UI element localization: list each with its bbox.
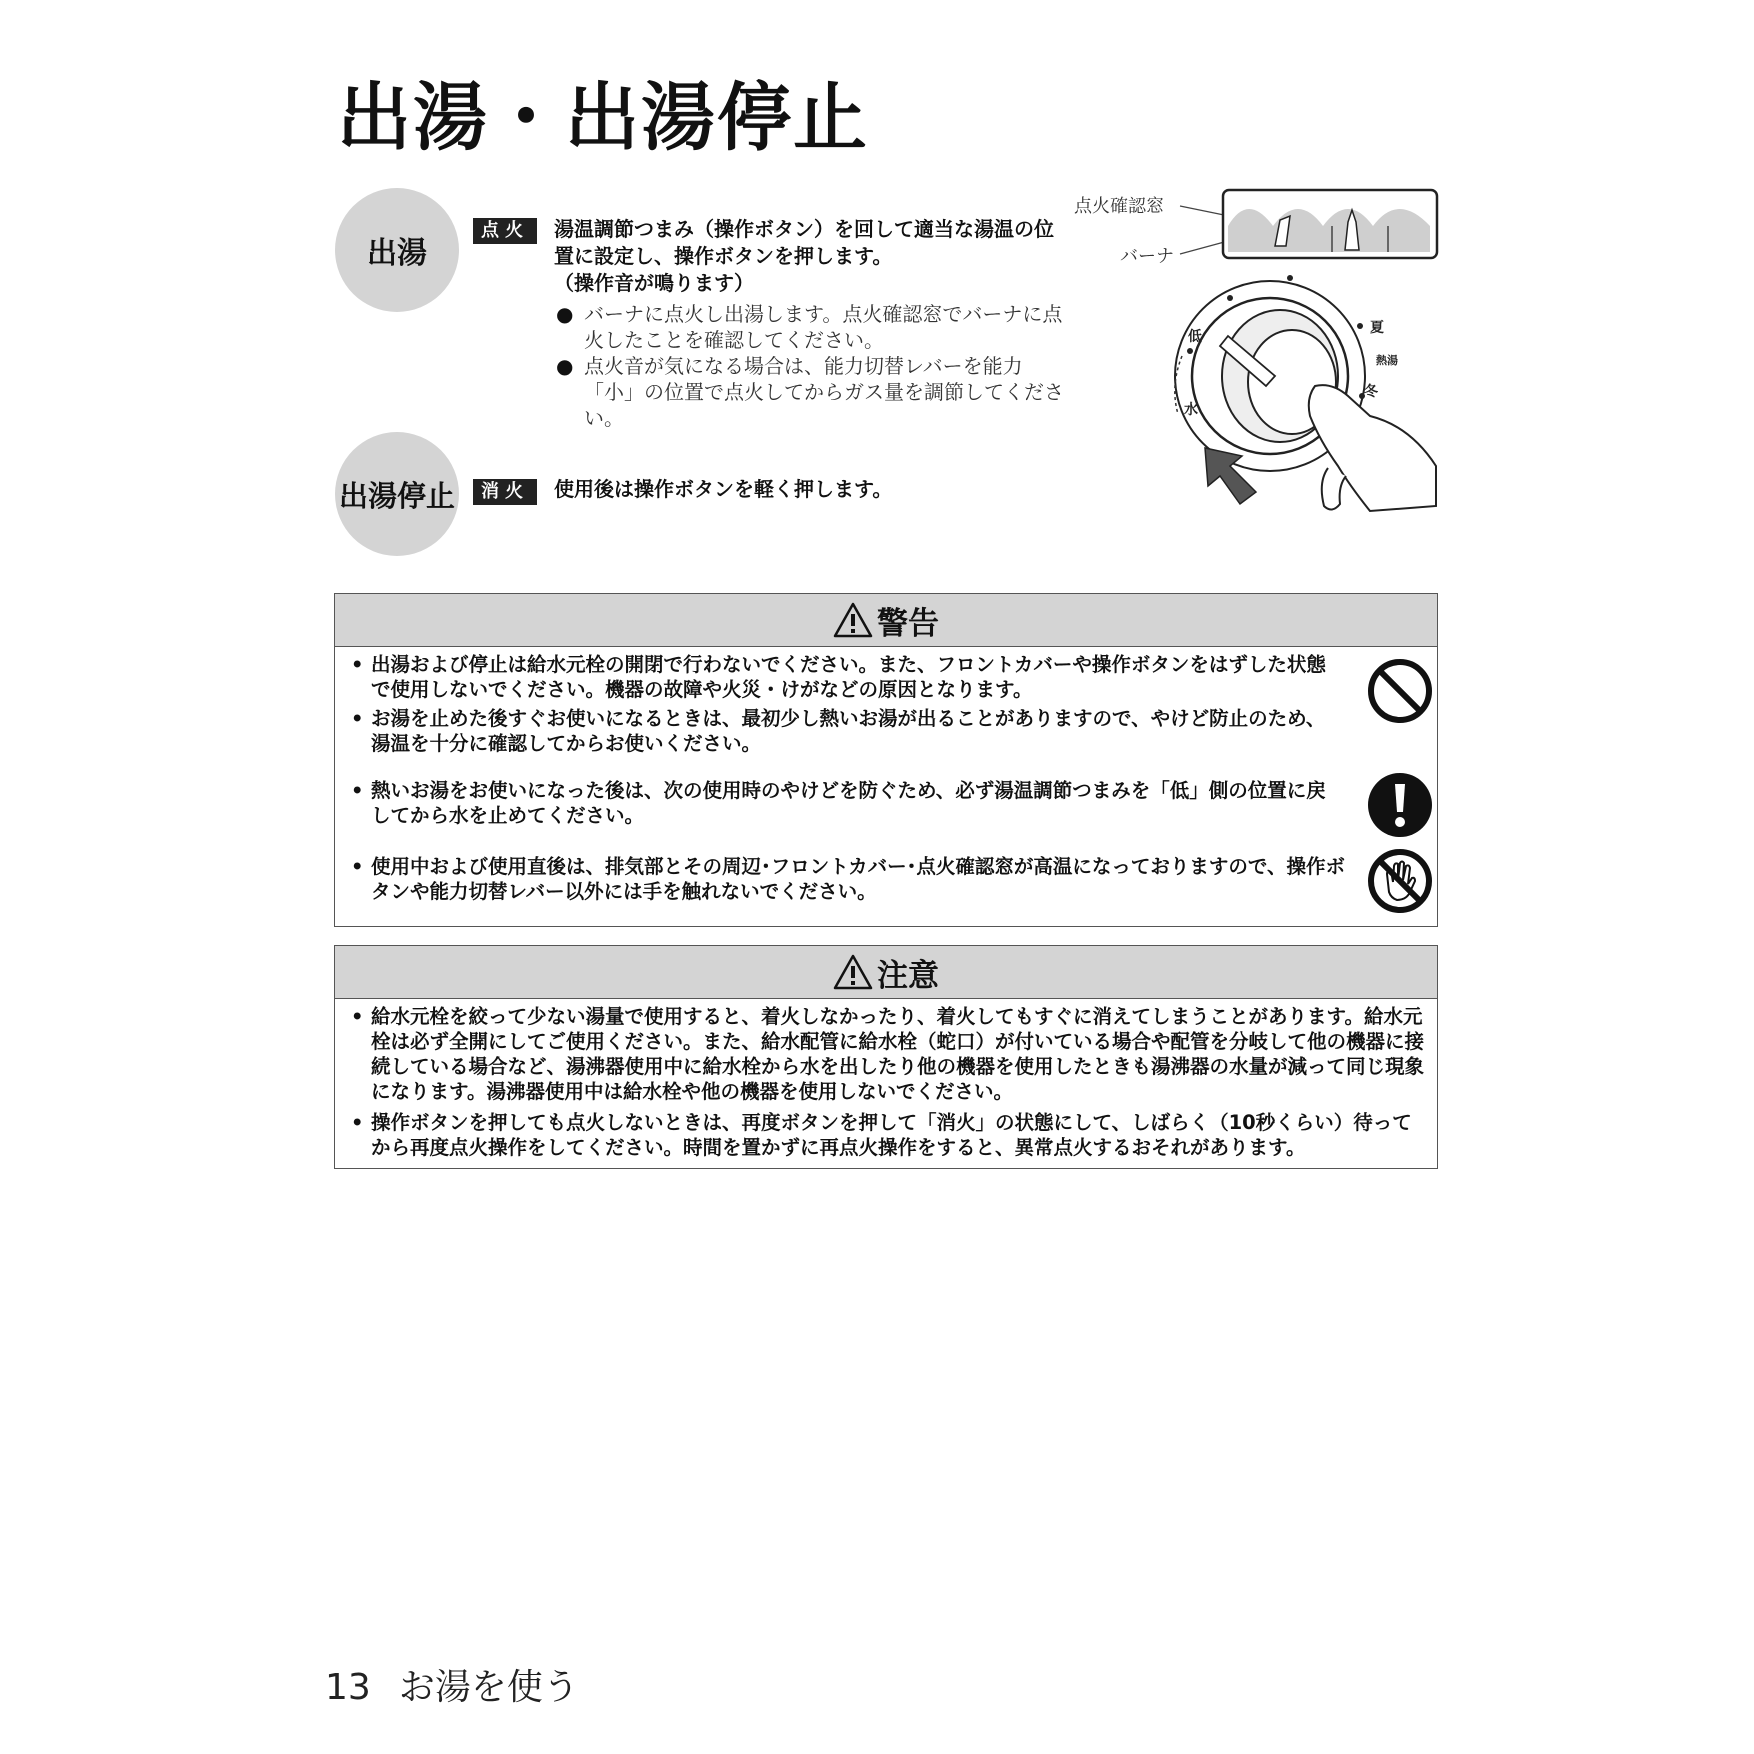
dial-water-label: 水 [1184, 402, 1198, 418]
section-title: お湯を使う [398, 1667, 579, 1708]
heater-dial-illustration [1070, 186, 1440, 516]
bullet-text: 点火音が気になる場合は、能力切替レバーを能力「小」の位置で点火してからガス量を調節してください。 [584, 354, 1064, 430]
warning-item: • 使用中および使用直後は、排気部とその周辺･フロントカバー･点火確認窓が高温になっておりますので、操作ボタンや能力切替レバー以外には手を触れないでください。 [349, 854, 1351, 904]
dial-low-label: 低 [1188, 329, 1202, 345]
page-title: 出湯・出湯停止 [337, 75, 869, 161]
bullet-item [554, 301, 1064, 353]
caution-item: • 給水元栓を絞って少ない湯量で使用すると、着火しなかったり、着火してもすぐに消えてしまうことがあります。給水元栓は必ず全開にしてご使用ください。また、給水配管に給水栓（蛇口）が付いている場合や配管を分岐して他の機器に接続している場合など、湯沸器使用中に給水栓から水を出したり他の機器を使用したときも湯沸器の水量が減って同じ現象になります。湯沸器使用中は給水栓や他の機器を使用しないでください。 [349, 1004, 1431, 1104]
hot-water-instruction [554, 216, 1064, 297]
page-number: 13 [325, 1667, 371, 1708]
stop-circle-label: 出湯停止 [335, 432, 459, 556]
caution-header [335, 946, 1437, 999]
warning-item: • 熱いお湯をお使いになった後は、次の使用時のやけどを防ぐため、必ず湯温調節つまみを「低」側の位置に戻してから水を止めてください。 [349, 778, 1331, 828]
caution-heading: 注意 [877, 957, 939, 994]
dial-summer-label: 夏 [1370, 320, 1384, 336]
label-ignition-window: 点火確認窓 [1074, 196, 1164, 217]
ignite-tag: 点火 [473, 218, 537, 244]
label-burner: バーナ [1120, 246, 1174, 267]
no-touch-icon [1367, 848, 1433, 914]
bullet-item [554, 353, 1064, 431]
mandatory-exclamation-icon [1367, 772, 1433, 838]
warning-item: • 出湯および停止は給水元栓の開閉で行わないでください。また、フロントカバーや操作ボタンをはずした状態で使用しないでください。機器の故障や火災・けがなどの原因となります。 [349, 652, 1331, 702]
prohibited-icon [1367, 658, 1433, 724]
page-footer [325, 1659, 607, 1710]
dial-winter-label: 冬 [1364, 384, 1378, 400]
dial-hot-label: 熱湯 [1376, 354, 1398, 367]
press-arrow-icon [1205, 448, 1256, 504]
caution-item: • 操作ボタンを押しても点火しないときは、再度ボタンを押して「消火」の状態にして、しばらく（10秒くらい）待ってから再度点火操作をしてください。時間を置かずに再点火操作をすると、異常点火するおそれがあります。 [349, 1110, 1431, 1160]
bullet-dot-icon: ● [556, 354, 574, 378]
caution-triangle-icon [833, 954, 873, 990]
hot-water-bullets [554, 301, 1064, 431]
warning-box [334, 593, 1438, 927]
warning-triangle-icon [833, 602, 873, 638]
warning-heading: 警告 [877, 605, 939, 642]
hot-water-circle-label: 出湯 [335, 188, 459, 312]
bullet-text: バーナに点火し出湯します。点火確認窓でバーナに点火したことを確認してください。 [584, 302, 1063, 352]
hot-water-note: （操作音が鳴ります） [554, 271, 754, 295]
bullet-dot-icon: ● [556, 302, 574, 326]
warning-item: • お湯を止めた後すぐお使いになるときは、最初少し熱いお湯が出ることがありますので、やけど防止のため、湯温を十分に確認してからお使いください。 [349, 706, 1331, 756]
extinguish-tag: 消火 [473, 479, 537, 505]
warning-header [335, 594, 1437, 647]
hot-water-instruction-text: 湯温調節つまみ（操作ボタン）を回して適当な湯温の位置に設定し、操作ボタンを押します。 [554, 217, 1054, 268]
stop-instruction: 使用後は操作ボタンを軽く押します。 [554, 477, 893, 501]
caution-box [334, 945, 1438, 1169]
